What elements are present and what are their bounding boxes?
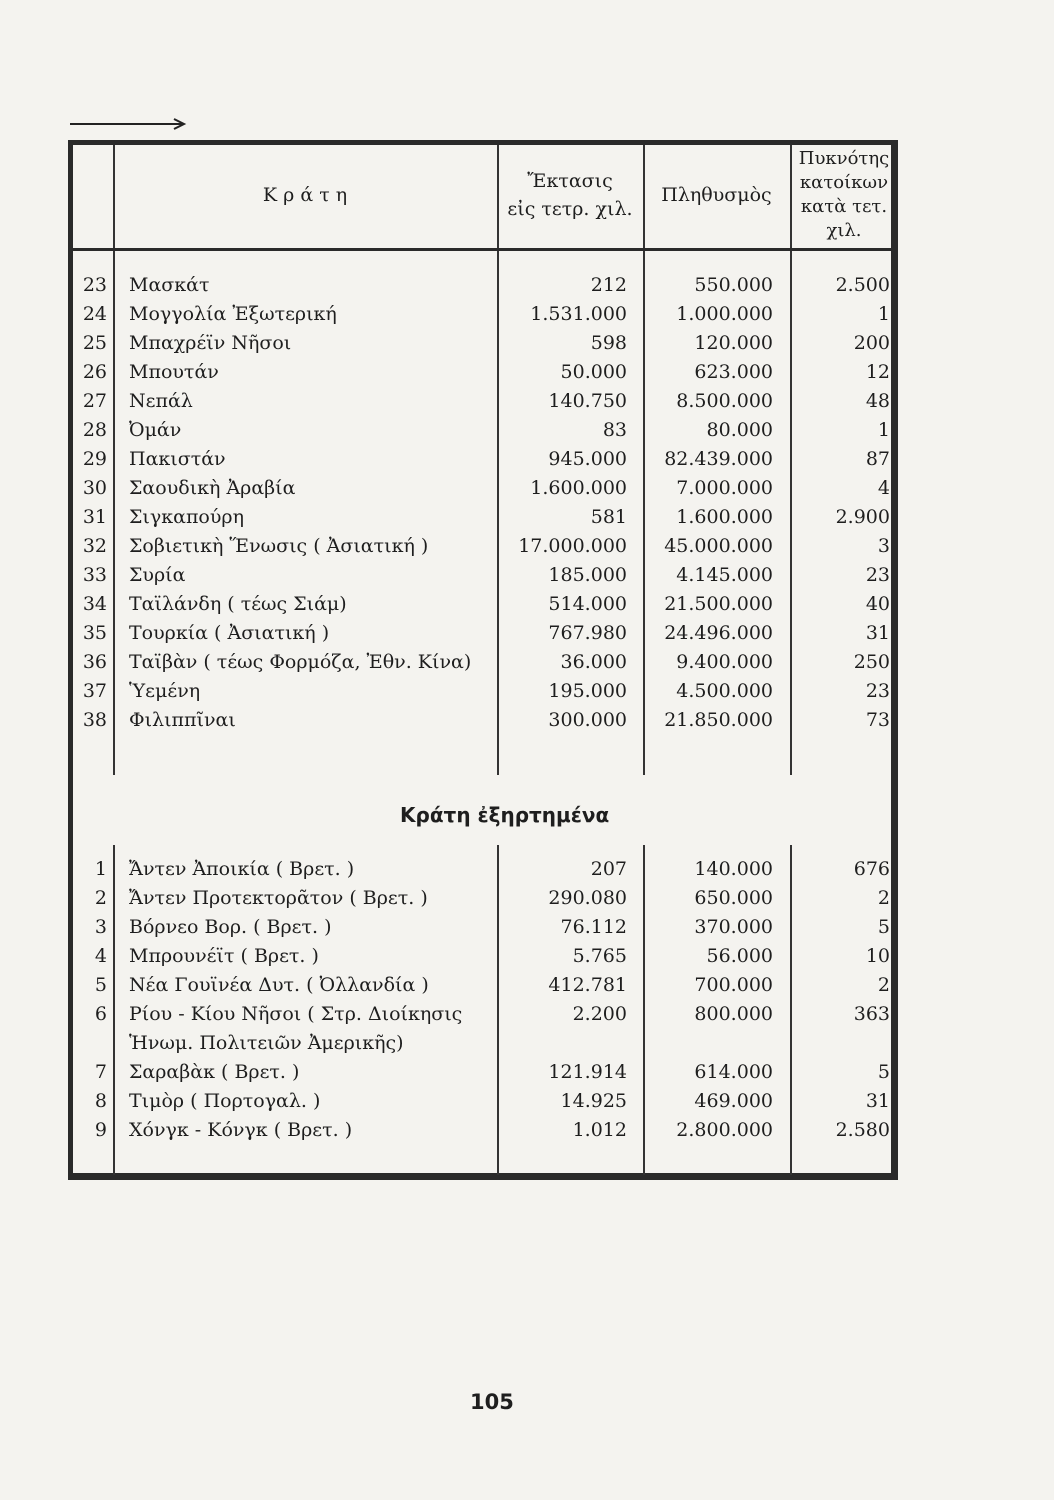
row-population: 1.600.000 [676,506,773,528]
row-name: Νεπάλ [129,390,193,412]
row-name: Ἡνωμ. Πολιτειῶν Ἀμερικῆς) [129,1032,404,1054]
row-number: 1 [94,858,107,880]
row-name: Σοβιετικὴ Ἕνωσις ( Ἀσιατική ) [129,535,429,557]
row-density: 31 [865,1090,890,1112]
row-area: 1.012 [572,1119,627,1141]
row-name: Ὀμάν [129,419,182,441]
row-number: 34 [82,593,107,615]
row-area: 581 [590,506,627,528]
row-population: 370.000 [694,916,773,938]
row-name: Ταϊβὰν ( τέως Φορμόζα, Ἐθν. Κίνα) [129,651,472,673]
row-number: 38 [82,709,107,731]
row-area: 185.000 [548,564,627,586]
row-name: Μπρουνέϊτ ( Βρετ. ) [129,945,319,967]
row-name: Φιλιππῖναι [129,709,236,731]
row-area: 36.000 [560,651,627,673]
row-area: 767.980 [548,622,627,644]
row-area: 412.781 [548,974,627,996]
row-name: Ἄντεν Προτεκτορᾶτον ( Βρετ. ) [129,887,428,909]
row-population: 4.145.000 [676,564,773,586]
row-population: 45.000.000 [664,535,773,557]
row-area: 121.914 [548,1061,627,1083]
row-area: 5.765 [572,945,627,967]
row-area: 514.000 [548,593,627,615]
row-density: 1 [877,419,890,441]
row-population: 623.000 [694,361,773,383]
row-population: 4.500.000 [676,680,773,702]
header-area-line1: Ἔκτασις [527,170,613,192]
row-name: Χόνγκ - Κόνγκ ( Βρετ. ) [129,1119,353,1141]
row-name: Μογγολία Ἐξωτερική [129,303,337,325]
row-density: 48 [865,390,890,412]
row-number: 6 [94,1003,107,1025]
row-density: 5 [877,916,890,938]
row-population: 800.000 [694,1003,773,1025]
row-name: Τουρκία ( Ἀσιατική ) [129,622,330,644]
row-area: 598 [590,332,627,354]
row-population: 80.000 [706,419,773,441]
row-population: 650.000 [694,887,773,909]
header-density-line3: κατὰ τετ. [800,196,888,217]
row-population: 9.400.000 [676,651,773,673]
row-name: Σαουδικὴ Ἀραβία [129,477,296,499]
row-population: 21.850.000 [664,709,773,731]
row-number: 31 [82,506,107,528]
row-area: 300.000 [548,709,627,731]
row-density: 363 [853,1003,890,1025]
row-number: 24 [82,303,107,325]
population-table [68,140,898,1180]
row-area: 50.000 [560,361,627,383]
row-density: 2 [877,887,890,909]
row-number: 8 [94,1090,107,1112]
row-density: 10 [865,945,890,967]
row-area: 1.600.000 [530,477,627,499]
row-population: 700.000 [694,974,773,996]
row-name: Σιγκαπούρη [129,506,244,528]
row-area: 83 [602,419,627,441]
row-density: 250 [853,651,890,673]
row-density: 23 [865,680,890,702]
row-number: 3 [94,916,107,938]
row-area: 2.200 [572,1003,627,1025]
row-name: Ἄντεν Ἀποικία ( Βρετ. ) [129,858,355,880]
rule-no-2 [113,845,115,1175]
header-rule [73,248,891,251]
row-number: 26 [82,361,107,383]
row-name: Συρία [129,564,186,586]
row-name: Μπουτάν [129,361,219,383]
row-population: 120.000 [694,332,773,354]
row-area: 945.000 [548,448,627,470]
row-population: 469.000 [694,1090,773,1112]
row-density: 73 [865,709,890,731]
row-number: 36 [82,651,107,673]
row-population: 614.000 [694,1061,773,1083]
row-number: 2 [94,887,107,909]
row-density: 4 [877,477,890,499]
row-density: 23 [865,564,890,586]
header-area [499,167,641,223]
row-density: 2.580 [835,1119,890,1141]
row-number: 30 [82,477,107,499]
row-density: 5 [877,1061,890,1083]
row-density: 2.900 [835,506,890,528]
row-number: 32 [82,535,107,557]
row-name: Βόρνεο Βορ. ( Βρετ. ) [129,916,332,938]
row-population: 8.500.000 [676,390,773,412]
header-density-line2: κατοίκων [799,172,889,193]
header-states: Κ ρ ά τ η [262,184,348,206]
row-number: 9 [94,1119,107,1141]
row-name: Τιμὸρ ( Πορτογαλ. ) [129,1090,321,1112]
row-area: 195.000 [548,680,627,702]
row-area: 207 [590,858,627,880]
row-name: Μπαχρέϊν Νῆσοι [129,332,292,354]
row-number: 29 [82,448,107,470]
row-area: 212 [590,274,627,296]
row-population: 1.000.000 [676,303,773,325]
row-population: 7.000.000 [676,477,773,499]
row-number: 35 [82,622,107,644]
row-population: 56.000 [706,945,773,967]
header-area-line2: εἰς τετρ. χιλ. [507,198,633,220]
arrow-mark [70,116,190,132]
row-density: 2 [877,974,890,996]
row-density: 676 [853,858,890,880]
row-number: 4 [94,945,107,967]
row-density: 200 [853,332,890,354]
row-density: 40 [865,593,890,615]
row-name: Μασκάτ [129,274,210,296]
row-density: 2.500 [835,274,890,296]
row-population: 21.500.000 [664,593,773,615]
header-density [792,147,896,243]
row-name: Ρίου - Κίου Νῆσοι ( Στρ. Διοίκησις [129,1003,463,1025]
row-number: 27 [82,390,107,412]
dependent-states-heading: Κράτη ἐξηρτημένα [400,803,610,827]
row-population: 550.000 [694,274,773,296]
row-area: 140.750 [548,390,627,412]
row-population: 2.800.000 [676,1119,773,1141]
row-population: 24.496.000 [664,622,773,644]
row-number: 37 [82,680,107,702]
row-name: Σαραβὰκ ( Βρετ. ) [129,1061,300,1083]
header-population: Πληθυσμὸς [661,184,772,206]
row-density: 31 [865,622,890,644]
row-area: 76.112 [560,916,627,938]
row-population: 140.000 [694,858,773,880]
row-density: 12 [865,361,890,383]
row-name: Πακιστάν [129,448,226,470]
row-number: 5 [94,974,107,996]
header-density-line4: χιλ. [826,220,862,241]
row-density: 87 [865,448,890,470]
row-number: 23 [82,274,107,296]
row-area: 17.000.000 [518,535,627,557]
row-density: 1 [877,303,890,325]
row-number: 28 [82,419,107,441]
row-number: 25 [82,332,107,354]
row-area: 1.531.000 [530,303,627,325]
row-area: 290.080 [548,887,627,909]
header-density-line1: Πυκνότης [798,148,890,169]
row-name: Ταϊλάνδη ( τέως Σιάμ) [129,593,347,615]
row-number: 7 [94,1061,107,1083]
row-name: Ὑεμένη [129,680,201,702]
page-number: 105 [470,1390,514,1414]
rule-no [113,145,115,775]
row-population: 82.439.000 [664,448,773,470]
row-number: 33 [82,564,107,586]
row-area: 14.925 [560,1090,627,1112]
row-density: 3 [877,535,890,557]
row-name: Νέα Γουϊνέα Δυτ. ( Ὀλλανδία ) [129,974,429,996]
